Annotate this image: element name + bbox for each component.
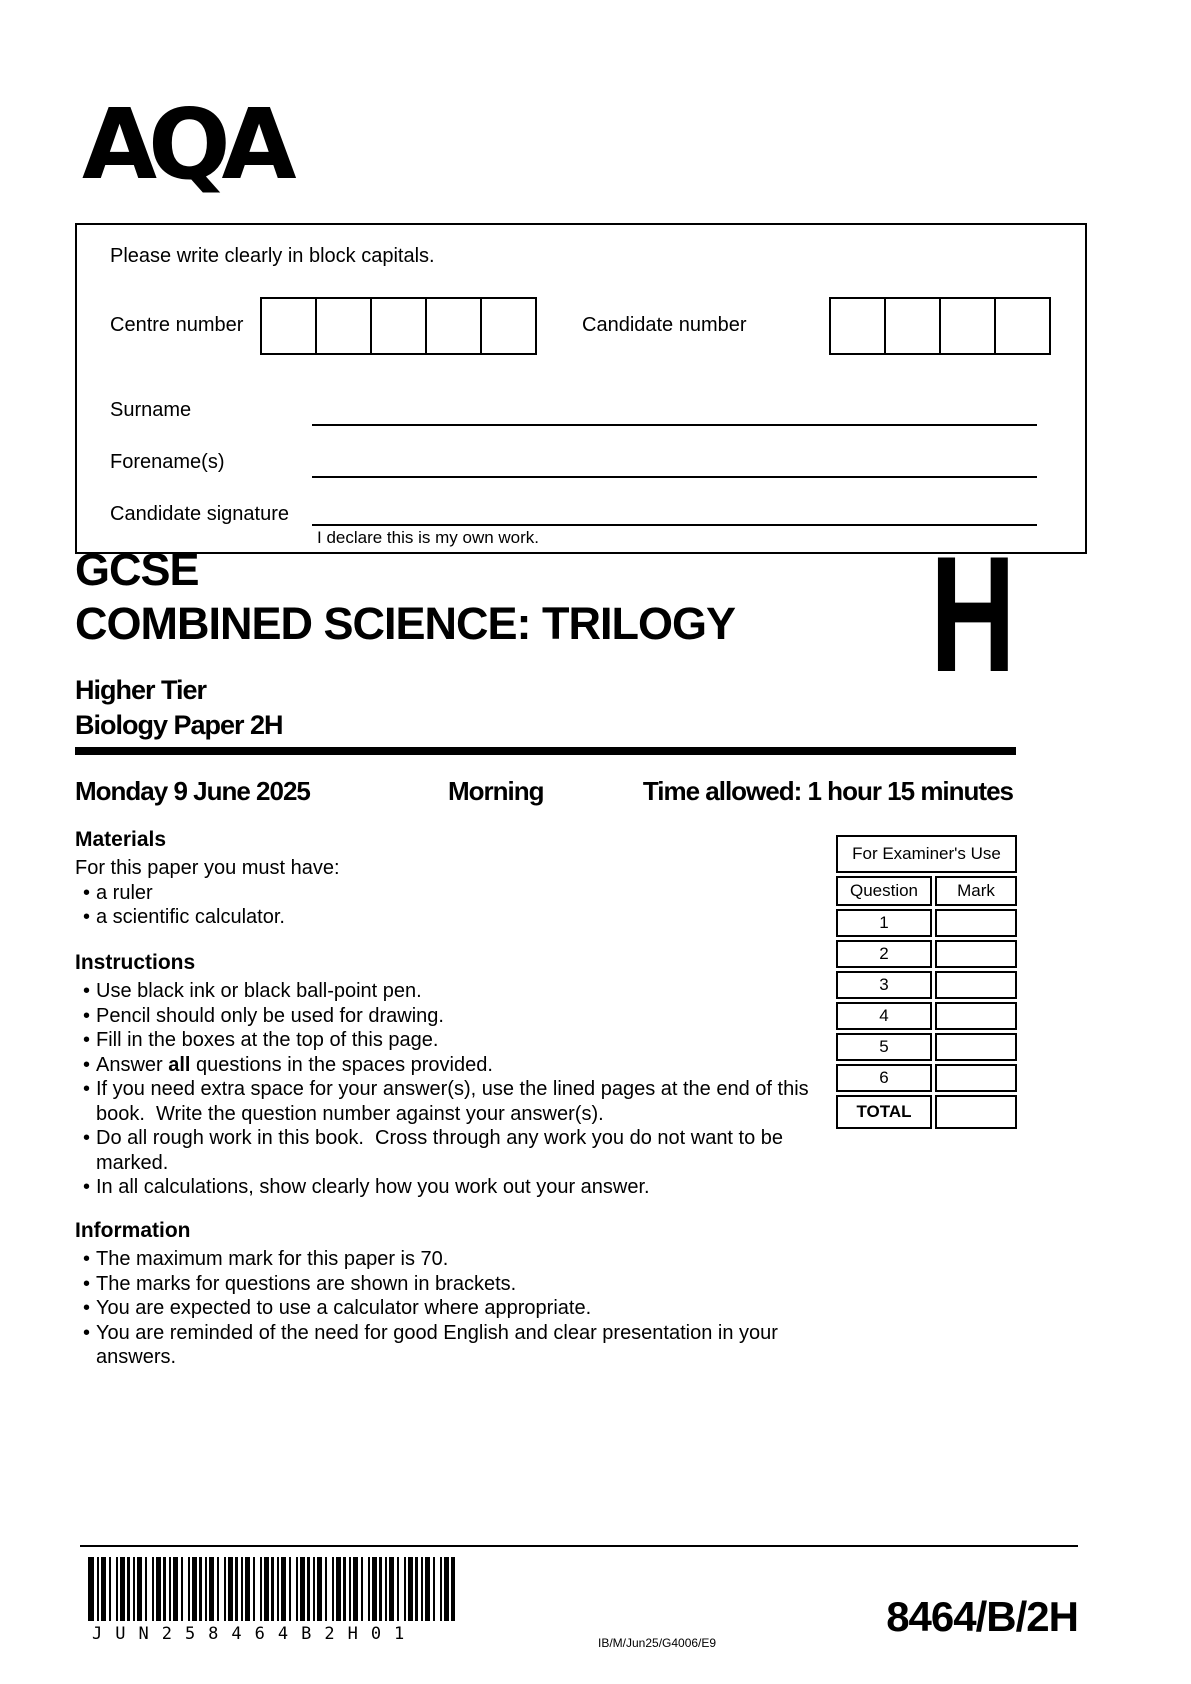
centre-number-boxes bbox=[260, 297, 537, 355]
footer-reference: IB/M/Jun25/G4006/E9 bbox=[598, 1636, 717, 1650]
bullet-icon: • bbox=[83, 1029, 91, 1051]
centre-number-cell[interactable] bbox=[260, 297, 317, 355]
time-allowed: Time allowed: 1 hour 15 minutes bbox=[642, 776, 1013, 806]
bullet-icon: • bbox=[83, 1004, 91, 1027]
paper-code: 8464/B/2H bbox=[886, 1593, 1078, 1640]
instructions-heading: Instructions bbox=[75, 951, 196, 974]
mark-cell[interactable] bbox=[935, 1033, 1017, 1061]
examiner-table bbox=[833, 832, 1020, 1132]
exam-date: Monday 9 June 2025 bbox=[75, 776, 310, 806]
instructions-section bbox=[75, 950, 825, 1200]
materials-section bbox=[75, 827, 825, 930]
candidate-details-box bbox=[75, 223, 1087, 554]
instruction-item: • If you need extra space for your answer(s), use the lined pages at the end of this book. Write the question number against your answer(s). bbox=[83, 1078, 815, 1125]
bullet-icon: • bbox=[83, 980, 91, 1002]
mark-cell[interactable] bbox=[935, 971, 1017, 999]
number-row bbox=[77, 297, 1085, 355]
instruction-item: • Fill in the boxes at the top of this page. bbox=[83, 1029, 439, 1051]
bullet-icon: • bbox=[83, 1248, 91, 1270]
information-item: • You are reminded of the need for good English and clear presentation in your answers. bbox=[83, 1321, 784, 1368]
bullet-icon: • bbox=[83, 1321, 91, 1344]
paper-label: Biology Paper 2H bbox=[75, 710, 283, 740]
centre-number-cell[interactable] bbox=[480, 297, 537, 355]
instruction-item: • Use black ink or black ball-point pen. bbox=[83, 980, 422, 1002]
bullet-icon: • bbox=[83, 1053, 91, 1076]
bullet-icon: • bbox=[83, 1176, 91, 1198]
qualification-title: GCSE bbox=[75, 544, 199, 595]
mark-column-header: Mark bbox=[935, 876, 1017, 906]
bullet-icon: • bbox=[83, 1272, 91, 1295]
question-number-cell: 1 bbox=[836, 909, 932, 937]
total-mark-cell[interactable] bbox=[935, 1095, 1017, 1129]
candidate-number-label: Candidate number bbox=[582, 314, 747, 336]
material-item: • a scientific calculator. bbox=[83, 906, 285, 928]
question-number-cell: 4 bbox=[836, 1002, 932, 1030]
total-label-cell: TOTAL bbox=[836, 1095, 932, 1129]
centre-number-label: Centre number bbox=[110, 314, 244, 336]
higher-tier-badge: H bbox=[930, 522, 1016, 706]
mark-cell[interactable] bbox=[935, 1064, 1017, 1092]
footer-rule bbox=[80, 1545, 1078, 1547]
mark-cell[interactable] bbox=[935, 940, 1017, 968]
bullet-icon: • bbox=[83, 881, 91, 904]
information-item: • The marks for questions are shown in brackets. bbox=[83, 1272, 517, 1295]
subject-title: COMBINED SCIENCE: TRILOGY bbox=[75, 598, 736, 649]
instruction-item: • Answer all questions in the spaces provided. bbox=[83, 1053, 493, 1076]
aqa-logo: AQA bbox=[82, 88, 288, 201]
bullet-icon: • bbox=[83, 1127, 91, 1149]
instruction-item: • Pencil should only be used for drawing. bbox=[83, 1004, 444, 1027]
information-item: • The maximum mark for this paper is 70. bbox=[83, 1248, 449, 1270]
centre-number-cell[interactable] bbox=[370, 297, 427, 355]
candidate-number-cell[interactable] bbox=[884, 297, 941, 355]
question-number-cell: 3 bbox=[836, 971, 932, 999]
instruction-item: • In all calculations, show clearly how you work out your answer. bbox=[83, 1176, 650, 1198]
forenames-input-line[interactable] bbox=[312, 476, 1037, 478]
information-section bbox=[75, 1218, 825, 1370]
surname-input-line[interactable] bbox=[312, 424, 1037, 426]
examiner-table-title: For Examiner's Use bbox=[836, 835, 1017, 873]
candidate-signature-label: Candidate signature bbox=[110, 503, 290, 525]
bullet-icon: • bbox=[83, 1078, 91, 1100]
centre-number-cell[interactable] bbox=[315, 297, 372, 355]
candidate-number-boxes bbox=[829, 297, 1051, 355]
forenames-label: Forename(s) bbox=[110, 451, 225, 473]
candidate-signature-input-line[interactable] bbox=[312, 524, 1037, 526]
mark-cell[interactable] bbox=[935, 1002, 1017, 1030]
materials-intro: For this paper you must have: bbox=[75, 857, 340, 879]
block-capitals-instruction: Please write clearly in block capitals. bbox=[110, 245, 435, 267]
candidate-number-cell[interactable] bbox=[939, 297, 996, 355]
information-item: • You are expected to use a calculator where appropriate. bbox=[83, 1297, 592, 1319]
declaration-text: I declare this is my own work. bbox=[317, 528, 540, 547]
barcode-label: JUN258464B2H01 bbox=[92, 1624, 418, 1644]
instruction-item: • Do all rough work in this book. Cross through any work you do not want to be marked. bbox=[83, 1127, 789, 1174]
question-number-cell: 6 bbox=[836, 1064, 932, 1092]
question-column-header: Question bbox=[836, 876, 932, 906]
bullet-icon: • bbox=[83, 1297, 91, 1319]
information-heading: Information bbox=[75, 1219, 191, 1242]
barcode bbox=[88, 1557, 455, 1621]
surname-label: Surname bbox=[110, 399, 192, 421]
question-number-cell: 5 bbox=[836, 1033, 932, 1061]
tier-label: Higher Tier bbox=[75, 675, 207, 705]
mark-cell[interactable] bbox=[935, 909, 1017, 937]
candidate-number-cell[interactable] bbox=[994, 297, 1051, 355]
question-number-cell: 2 bbox=[836, 940, 932, 968]
material-item: • a ruler bbox=[83, 881, 153, 904]
centre-number-cell[interactable] bbox=[425, 297, 482, 355]
bullet-icon: • bbox=[83, 906, 91, 928]
exam-session: Morning bbox=[448, 776, 544, 806]
candidate-number-cell[interactable] bbox=[829, 297, 886, 355]
materials-heading: Materials bbox=[75, 828, 167, 851]
title-rule bbox=[75, 747, 1016, 755]
